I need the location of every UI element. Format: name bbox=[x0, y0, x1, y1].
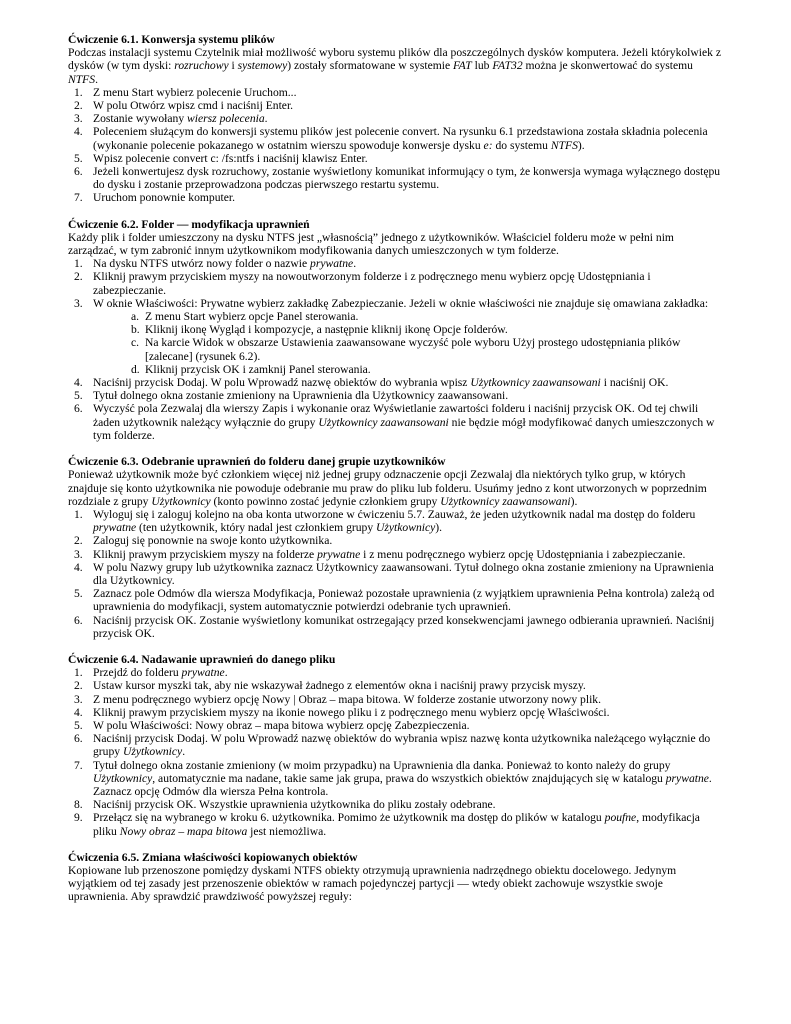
list-marker: 5. bbox=[74, 389, 83, 403]
list-marker: 1. bbox=[74, 85, 83, 99]
list-item bbox=[68, 297, 723, 376]
list-item-text bbox=[93, 257, 356, 270]
italic-text: prywatne bbox=[665, 771, 709, 785]
italic-text: prywatne bbox=[181, 666, 225, 680]
list-item-text bbox=[145, 310, 358, 323]
list-item bbox=[68, 798, 723, 811]
italic-text: Użytkownicy zaawansowani bbox=[440, 494, 571, 508]
list-item bbox=[68, 508, 723, 534]
text-run: i bbox=[228, 59, 238, 73]
text-run: Każdy plik i folder umieszczony na dysku NTFS jest „własnością” jednego z użytkowników. Właściciel folderu może w pełni nim zarządzać, w tym zabronić innym użytkownikom modyfikowania danych umieszczonych w tym folderze. bbox=[68, 230, 674, 258]
list-marker: 6. bbox=[74, 402, 83, 416]
list-item-text bbox=[93, 191, 235, 204]
list-marker: 5. bbox=[74, 151, 83, 165]
list-item-text bbox=[145, 363, 371, 376]
text-run: Z menu Start wybierz polecenie Uruchom... bbox=[93, 85, 297, 99]
list-item bbox=[68, 719, 723, 732]
list-item-text bbox=[93, 508, 695, 534]
section-intro bbox=[68, 46, 723, 86]
list-marker: 3. bbox=[74, 547, 83, 561]
text-run: można je skonwertować do systemu bbox=[522, 59, 693, 73]
list-marker: 4. bbox=[74, 125, 83, 139]
italic-text: rozruchowy bbox=[174, 59, 229, 73]
list-item-text bbox=[93, 534, 332, 547]
text-run: Wpisz polecenie convert c: /fs:ntfs i naciśnij klawisz Enter. bbox=[93, 151, 368, 165]
italic-text: NTFS bbox=[68, 72, 96, 86]
list-item bbox=[68, 587, 723, 613]
text-run: , modyfikacja pliku bbox=[93, 811, 700, 838]
section-intro bbox=[68, 231, 723, 257]
text-run: Naciśnij przycisk Dodaj. W polu Wprowadź nazwę obiektów do wybrania wpisz nazwę konta użytkownika należącego wyłącznie do grupy bbox=[93, 732, 711, 759]
text-run: Na dysku NTFS utwórz nowy folder o nazwie bbox=[93, 257, 311, 271]
list-item-text bbox=[93, 666, 228, 679]
text-run: Kopiowane lub przenoszone pomiędzy dyskami NTFS obiekty otrzymują uprawnienia nadrzędnego obiektu docelowego. Jedynym wyjątkiem od tej zasady jest przenoszenie obiektów w ramach pojedynczej partycji — wtedy obiekt zachowuje wszystkie swoje uprawnienia. Aby sprawdzić prawdziwość powyższej reguły: bbox=[68, 863, 677, 904]
text-run: Z menu podręcznego wybierz opcję Nowy | Obraz – mapa bitowa. W folderze zostanie utworzony nowy plik. bbox=[93, 692, 601, 706]
list-item bbox=[93, 310, 723, 323]
exercise-section bbox=[68, 851, 723, 904]
list-item-text bbox=[145, 323, 508, 336]
list-item bbox=[93, 363, 723, 376]
list-item bbox=[68, 759, 723, 799]
text-run: Na karcie Widok w obszarze Ustawienia zaawansowane wyczyść pole wyboru Użyj prostego udostępniania plików [zalecane] (rysunek 6.2). bbox=[145, 336, 681, 363]
list-item-text bbox=[93, 811, 700, 837]
italic-text: prywatne bbox=[310, 257, 354, 271]
list-marker: 2. bbox=[74, 270, 83, 284]
list-item bbox=[68, 548, 723, 561]
italic-text: Użytkownicy bbox=[93, 771, 153, 785]
italic-text: wiersz polecenia bbox=[187, 112, 265, 126]
text-run: ). bbox=[435, 521, 443, 535]
list-marker: 4. bbox=[74, 560, 83, 574]
list-item-text bbox=[93, 732, 710, 758]
list-item bbox=[68, 389, 723, 402]
exercise-section bbox=[68, 218, 723, 442]
list-marker: 6. bbox=[74, 732, 83, 746]
list-item bbox=[68, 257, 723, 270]
section-intro bbox=[68, 468, 723, 508]
text-run: Przejdź do folderu bbox=[93, 666, 182, 680]
text-run: (konto powinno zostać jedynie członkiem grupy bbox=[210, 494, 441, 508]
italic-text: e: bbox=[483, 138, 493, 152]
list-marker: 3. bbox=[74, 112, 83, 126]
list-item-text bbox=[93, 719, 470, 732]
list-marker: 1. bbox=[74, 257, 83, 271]
text-run: ). bbox=[577, 138, 585, 152]
text-run: Naciśnij przycisk Dodaj. W polu Wprowadź nazwę obiektów do wybrania wpisz bbox=[93, 376, 471, 390]
text-run: , automatycznie ma nadane, takie same jak grupa, prawa do wszystkich obiektów znajdujących się w katalogu bbox=[152, 771, 666, 785]
list-item-text bbox=[93, 402, 714, 441]
list-item-text bbox=[93, 86, 296, 99]
text-run: ). bbox=[570, 494, 578, 508]
italic-text: Użytkownicy bbox=[122, 745, 183, 759]
italic-text: Użytkownicy bbox=[376, 521, 436, 535]
section-title: Ćwiczenie 6.2. Folder — modyfikacja uprawnień bbox=[68, 217, 310, 231]
text-run: Kliknij prawym przyciskiem myszy na folderze bbox=[93, 547, 318, 561]
list-marker: c. bbox=[131, 336, 140, 350]
text-run: Kliknij przycisk OK i zamknij Panel sterowania. bbox=[145, 362, 371, 376]
list-marker: 2. bbox=[74, 679, 83, 693]
text-run: Naciśnij przycisk OK. Wszystkie uprawnienia użytkownika do pliku zostały odebrane. bbox=[93, 798, 496, 812]
list-marker: 5. bbox=[74, 718, 83, 732]
list-item-text bbox=[93, 165, 720, 191]
list-item-text bbox=[93, 125, 708, 151]
text-run: jest niemożliwa. bbox=[247, 824, 327, 838]
list-marker: a. bbox=[131, 310, 140, 324]
list-marker: 1. bbox=[74, 507, 83, 521]
list-item bbox=[68, 534, 723, 547]
list-item-text bbox=[93, 270, 651, 296]
text-run: Kliknij prawym przyciskiem myszy na nowoutworzonym folderze i z podręcznego menu wybierz opcję Udostępniania i zabezpieczanie. bbox=[93, 270, 651, 297]
text-run: Poleceniem służącym do konwersji systemu plików jest polecenie convert. Na rysunku 6.1 przedstawiona została składnia polecenia (wykonanie polecenie pokazanego w ostatnim wierszu spowoduje konwersje dysku bbox=[93, 125, 708, 152]
exercise-section bbox=[68, 455, 723, 640]
list-item-text bbox=[93, 706, 610, 719]
list-item bbox=[68, 270, 723, 296]
list-item-text bbox=[93, 389, 508, 402]
list-marker: 3. bbox=[74, 296, 83, 310]
text-run: Z menu Start wybierz opcje Panel sterowania. bbox=[145, 310, 359, 324]
list-item bbox=[68, 125, 723, 151]
text-run: . bbox=[95, 72, 98, 86]
italic-text: Użytkownicy zaawansowani bbox=[470, 376, 601, 390]
list-item bbox=[68, 112, 723, 125]
text-run: Ponieważ użytkownik może być członkiem więcej niż jednej grupy odznaczenie opcji Zezwalaj dla niektórych tylko grup, w których znajduje się konto użytkownika nie powoduje odebranie mu praw do pliku lub folderu. Usuńmy jedno z kont utworzonych w poprzednim rozdziale z grupy bbox=[68, 468, 707, 508]
list-marker: b. bbox=[131, 323, 140, 337]
italic-text: Użytkownicy bbox=[151, 494, 211, 508]
section-title: Ćwiczenie 6.3. Odebranie uprawnień do folderu danej grupie uzytkowników bbox=[68, 455, 446, 469]
list-item bbox=[93, 323, 723, 336]
list-marker: 6. bbox=[74, 613, 83, 627]
list-item bbox=[68, 811, 723, 837]
list-marker: 7. bbox=[74, 758, 83, 772]
list-item-text bbox=[93, 99, 293, 112]
list-item bbox=[68, 402, 723, 442]
list-marker: 1. bbox=[74, 666, 83, 680]
list-item bbox=[68, 191, 723, 204]
text-run: Wyczyść pola Zezwalaj dla wierszy Zapis i wykonanie oraz Wyświetlanie zawartości folderu i naciśnij przycisk OK. Od tej chwili żaden użytkownik należący wyłącznie do grupy bbox=[93, 402, 699, 429]
text-run: W polu Nazwy grupy lub użytkownika zaznacz Użytkownicy zaawansowani. Tytuł dolnego okna zostanie zmieniony na Uprawnienia dla Użytkownicy. bbox=[93, 560, 714, 587]
text-run: nie będzie mógł modyfikować danych umieszczonych w tym folderze. bbox=[93, 415, 715, 442]
list-item bbox=[68, 679, 723, 692]
italic-text: Użytkownicy zaawansowani bbox=[318, 415, 449, 429]
list-item bbox=[68, 152, 723, 165]
text-run: Wyloguj się i zaloguj kolejno na oba konta utworzone w ćwiczeniu 5.7. Zauważ, że jeden użytkownik nadal ma dostęp do folderu bbox=[93, 507, 696, 521]
list-item bbox=[68, 86, 723, 99]
list-marker: 6. bbox=[74, 165, 83, 179]
list-item-text bbox=[93, 614, 714, 640]
text-run: Tytuł dolnego okna zostanie zmieniony (w moim przypadku) na Uprawnienia dla danka. Ponieważ to konto należy do grupy bbox=[93, 758, 671, 772]
list-item bbox=[68, 706, 723, 719]
text-run: Kliknij ikonę Wygląd i kompozycje, a następnie kliknij ikonę Opcje folderów. bbox=[145, 323, 508, 337]
section-title: Ćwiczenia 6.5. Zmiana właściwości kopiowanych obiektów bbox=[68, 850, 358, 864]
text-run: . bbox=[224, 666, 228, 680]
section-title: Ćwiczenie 6.4. Nadawanie uprawnień do danego pliku bbox=[68, 652, 336, 666]
italic-text: prywatne bbox=[93, 521, 137, 535]
text-run: W polu Otwórz wpisz cmd i naciśnij Enter. bbox=[93, 99, 294, 113]
text-run: i z menu podręcznego wybierz opcję Udostępniania i zabezpieczanie. bbox=[360, 547, 686, 561]
exercise-section bbox=[68, 33, 723, 205]
text-run: Naciśnij przycisk OK. Zostanie wyświetlony komunikat ostrzegający przed konsekwencjami jawnego odbierania uprawnień. Naciśnij przycisk OK. bbox=[93, 613, 715, 640]
text-run: W polu Właściwości: Nowy obraz – mapa bitowa wybierz opcję Zabezpieczenia. bbox=[93, 718, 470, 732]
list-item-text bbox=[145, 336, 680, 362]
text-run: lub bbox=[471, 59, 493, 73]
italic-text: FAT32 bbox=[492, 59, 523, 73]
list-marker: 2. bbox=[74, 99, 83, 113]
list-item-text bbox=[93, 297, 708, 310]
list-item bbox=[68, 666, 723, 679]
list-marker: 5. bbox=[74, 587, 83, 601]
italic-text: Nowy obraz – mapa bitowa bbox=[119, 824, 248, 838]
list-item bbox=[68, 165, 723, 191]
list-item bbox=[68, 99, 723, 112]
list-item-text bbox=[93, 679, 586, 692]
list-item bbox=[93, 336, 723, 362]
list-item-text bbox=[93, 152, 368, 165]
list-marker: d. bbox=[131, 362, 140, 376]
italic-text: poufne bbox=[604, 811, 637, 825]
text-run: do systemu bbox=[492, 138, 551, 152]
section-intro bbox=[68, 864, 723, 904]
text-run: (ten użytkownik, który nadal jest członkiem grupy bbox=[136, 521, 377, 535]
list-item-text bbox=[93, 376, 668, 389]
text-run: Zaznacz pole Odmów dla wiersza Modyfikacja, Ponieważ pozostałe uprawnienia (z wyjątkiem uprawnienia Pełna kontrola) zależą od uprawnienia do modyfikacji, system automatycznie potwierdzi odebranie tych uprawnień. bbox=[93, 587, 715, 614]
list-marker: 8. bbox=[74, 798, 83, 812]
text-run: Przełącz się na wybranego w kroku 6. użytkownika. Pomimo że użytkownik ma dostęp do plików w katalogu bbox=[93, 811, 605, 825]
text-run: . Zaznacz opcję Odmów dla wiersza Pełna kontrola. bbox=[93, 771, 712, 798]
numbered-list bbox=[68, 86, 723, 205]
text-run: W oknie Właściwości: Prywatne wybierz zakładkę Zabezpieczanie. Jeżeli w oknie właściwości nie znajduje się omawiana zakładka: bbox=[93, 296, 709, 310]
italic-text: prywatne bbox=[317, 547, 361, 561]
lettered-list bbox=[93, 310, 723, 376]
list-marker: 2. bbox=[74, 534, 83, 548]
list-item bbox=[68, 614, 723, 640]
list-marker: 4. bbox=[74, 705, 83, 719]
list-item-text bbox=[93, 693, 601, 706]
list-item bbox=[68, 732, 723, 758]
text-run: . bbox=[264, 112, 268, 126]
text-run: Ustaw kursor myszki tak, aby nie wskazywał żadnego z elementów okna i naciśnij prawy przycisk myszy. bbox=[93, 679, 586, 693]
text-run: Zaloguj się ponownie na swoje konto użytkownika. bbox=[93, 534, 333, 548]
text-run: Kliknij prawym przyciskiem myszy na ikonie nowego pliku i z podręcznego menu wybierz opcję Właściwości. bbox=[93, 705, 610, 719]
list-item-text bbox=[93, 112, 268, 125]
exercise-section bbox=[68, 653, 723, 838]
text-run: Jeżeli konwertujesz dysk rozruchowy, zostanie wyświetlony komunikat informujący o tym, że konwersja wymaga wyłącznego dostępu do dysku i zostanie przeprowadzona podczas pierwszego restartu systemu. bbox=[93, 165, 721, 192]
text-run: Zostanie wywołany bbox=[93, 112, 188, 126]
list-marker: 7. bbox=[74, 191, 83, 205]
text-run: Uruchom ponownie komputer. bbox=[93, 191, 236, 205]
italic-text: systemowy bbox=[237, 59, 288, 73]
numbered-list bbox=[68, 666, 723, 838]
list-marker: 4. bbox=[74, 376, 83, 390]
text-run: i naciśnij OK. bbox=[600, 376, 669, 390]
italic-text: FAT bbox=[453, 59, 472, 73]
list-item-text bbox=[93, 561, 714, 587]
text-run: Tytuł dolnego okna zostanie zmieniony na Uprawnienia dla Użytkownicy zaawansowani. bbox=[93, 389, 509, 403]
list-item bbox=[68, 561, 723, 587]
numbered-list bbox=[68, 257, 723, 442]
list-item bbox=[68, 376, 723, 389]
list-item bbox=[68, 693, 723, 706]
list-item-text bbox=[93, 587, 714, 613]
text-run: ) zostały sformatowane w systemie bbox=[287, 59, 454, 73]
list-item-text bbox=[93, 759, 712, 798]
list-item-text bbox=[93, 798, 496, 811]
text-run: . bbox=[182, 745, 186, 759]
list-marker: 3. bbox=[74, 692, 83, 706]
numbered-list bbox=[68, 508, 723, 640]
list-marker: 9. bbox=[74, 811, 83, 825]
section-title: Ćwiczenie 6.1. Konwersja systemu plików bbox=[68, 33, 275, 46]
text-run: Podczas instalacji systemu Czytelnik miał możliwość wyboru systemu plików dla poszczególnych dysków komputera. Jeżeli którykolwiek z dysków (w tym dyski: bbox=[68, 46, 721, 73]
text-run: . bbox=[353, 257, 357, 271]
italic-text: NTFS bbox=[550, 138, 578, 152]
list-item-text bbox=[93, 548, 685, 561]
